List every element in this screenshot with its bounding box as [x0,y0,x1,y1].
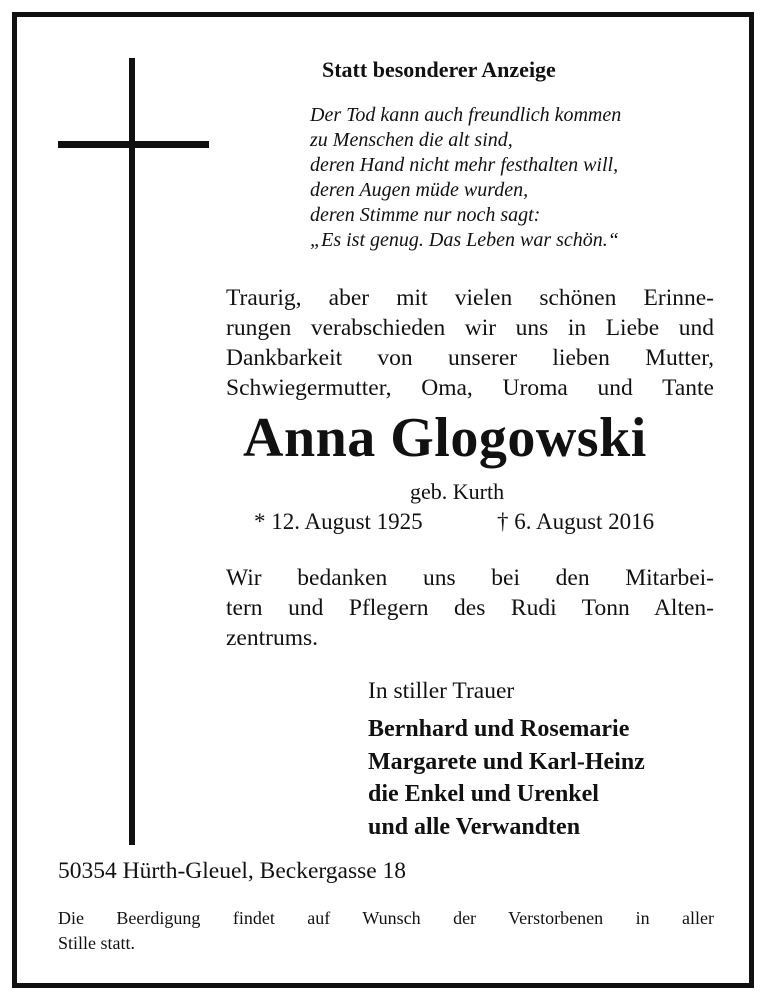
deceased-name: Anna Glogowski [243,407,647,469]
maiden-name: geb. Kurth [410,479,505,504]
mourners-list [368,713,645,843]
funeral-line: Die Beerdigung findet auf Wunsch der Verstorbenen in aller [58,908,714,928]
thanks-line: tern und Pflegern des Rudi Tonn Alten- [226,595,714,621]
intro-line: Traurig, aber mit vielen schönen Erinne- [226,285,714,311]
funeral-line: Stille statt. [58,933,136,953]
intro-line: rungen verabschieden wir uns in Liebe und [226,315,714,341]
intro-line: Schwiegermutter, Oma, Uroma und Tante [226,375,714,401]
intro-paragraph [226,283,714,403]
birth-date: * 12. August 1925 [254,509,423,534]
intro-line: Dankbarkeit von unserer lieben Mutter, [226,345,714,371]
cross-horizontal-bar [58,141,209,148]
mourner-line: die Enkel und Urenkel [368,781,599,807]
thanks-line: zentrums. [226,625,319,651]
cross-vertical-bar [129,58,135,845]
mourning-label: In stiller Trauer [368,678,515,704]
address: 50354 Hürth-Gleuel, Beckergasse 18 [58,858,407,884]
poem-line: deren Stimme nur noch sagt: [310,204,541,226]
mourner-line: Bernhard und Rosemarie [368,716,630,742]
thanks-line: Wir bedanken uns bei den Mitarbei- [226,565,714,591]
poem [310,103,621,253]
poem-line: deren Hand nicht mehr festhalten will, [310,154,619,176]
death-date: † 6. August 2016 [497,509,655,534]
mourner-line: Margarete und Karl-Heinz [368,748,645,775]
notice-heading: Statt besonderer Anzeige [322,57,556,82]
thanks-paragraph [226,563,714,653]
poem-line: zu Menschen die alt sind, [310,129,513,151]
poem-line: „Es ist genug. Das Leben war schön.“ [310,229,619,251]
funeral-note [58,906,714,956]
poem-line: deren Augen müde wurden, [310,179,529,201]
mourner-line: und alle Verwandten [368,813,581,840]
poem-line: Der Tod kann auch freundlich kommen [310,104,622,126]
